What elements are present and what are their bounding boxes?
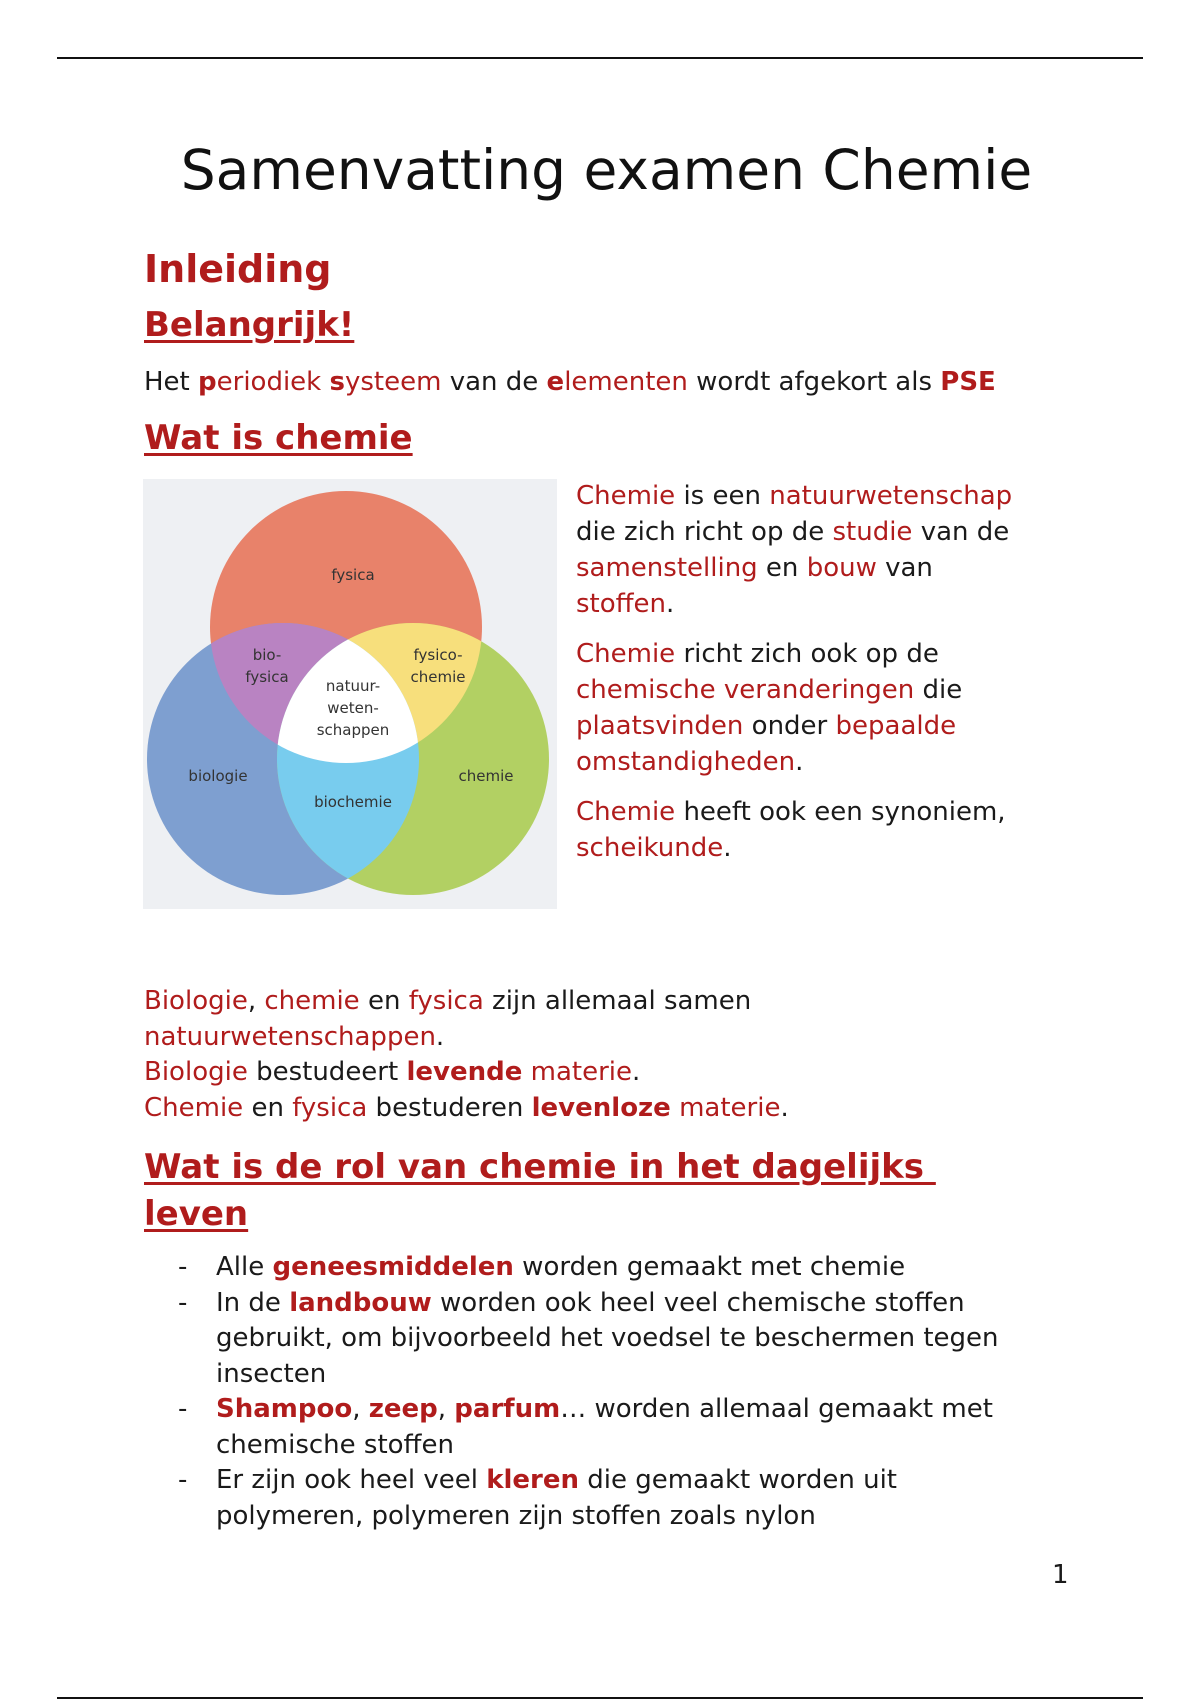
natuurwetenschappen-paragraph: Biologie, chemie en fysica zijn allemaal samen natuurwetenschappen. Biologie bestudeert levende materie. Chemie en fysica bestuderen levenloze materie. [144, 986, 789, 1123]
chemie-definition [576, 478, 1076, 880]
venn-label-biochemie: biochemie [314, 793, 392, 811]
list-item: - In de landbouw worden ook heel veel chemische stoffen gebruikt, om bijvoorbeeld het voedsel te beschermen tegen insecten [178, 1287, 999, 1389]
definition-paragraph-2: Chemie richt zich ook op de chemische veranderingen die plaatsvinden onder bepaalde omstandigheden. [576, 639, 963, 777]
definition-paragraph-3: Chemie heeft ook een synoniem, scheikunde. [576, 797, 1006, 863]
list-item: - Alle geneesmiddelen worden gemaakt met chemie [178, 1252, 906, 1282]
venn-label-natuur-3: schappen [316, 721, 390, 739]
subheading-wat-is-chemie: Wat is chemie [144, 418, 413, 458]
pse-sentence: Het periodiek systeem van de elementen wordt afgekort als PSE [144, 367, 996, 397]
top-rule [57, 57, 1143, 59]
subheading-rol-van-chemie: Wat is de rol van chemie in het dagelijks leven [144, 1147, 936, 1234]
section-heading-inleiding: Inleiding [144, 247, 332, 291]
bottom-rule [57, 1697, 1143, 1699]
venn-label-fysicochemie-2: chemie [410, 668, 466, 686]
list-item: - Shampoo, zeep, parfum… worden allemaal gemaakt met chemische stoffen [178, 1394, 993, 1460]
venn-label-natuur-1: natuur- [325, 677, 381, 695]
venn-label-natuur-2: weten- [327, 699, 379, 717]
page-number: 1 [1052, 1560, 1069, 1590]
list-item: - Er zijn ook heel veel kleren die gemaakt worden uit polymeren, polymeren zijn stoffen zoals nylon [178, 1465, 898, 1531]
venn-diagram [143, 479, 557, 909]
definition-paragraph-1: Chemie is een natuurwetenschap die zich richt op de studie van de samenstelling en bouw van stoffen. [576, 481, 1013, 619]
venn-label-biofysica-2: fysica [245, 668, 289, 686]
rol-bullet-list [178, 1250, 1078, 1534]
page-title: Samenvatting examen Chemie [180, 138, 1033, 202]
venn-label-fysica: fysica [331, 566, 375, 584]
venn-label-fysicochemie-1: fysico- [413, 646, 463, 664]
venn-label-biofysica-1: bio- [252, 646, 282, 664]
subheading-belangrijk: Belangrijk! [144, 305, 355, 345]
venn-label-biologie: biologie [188, 767, 248, 785]
venn-label-chemie: chemie [458, 767, 514, 785]
